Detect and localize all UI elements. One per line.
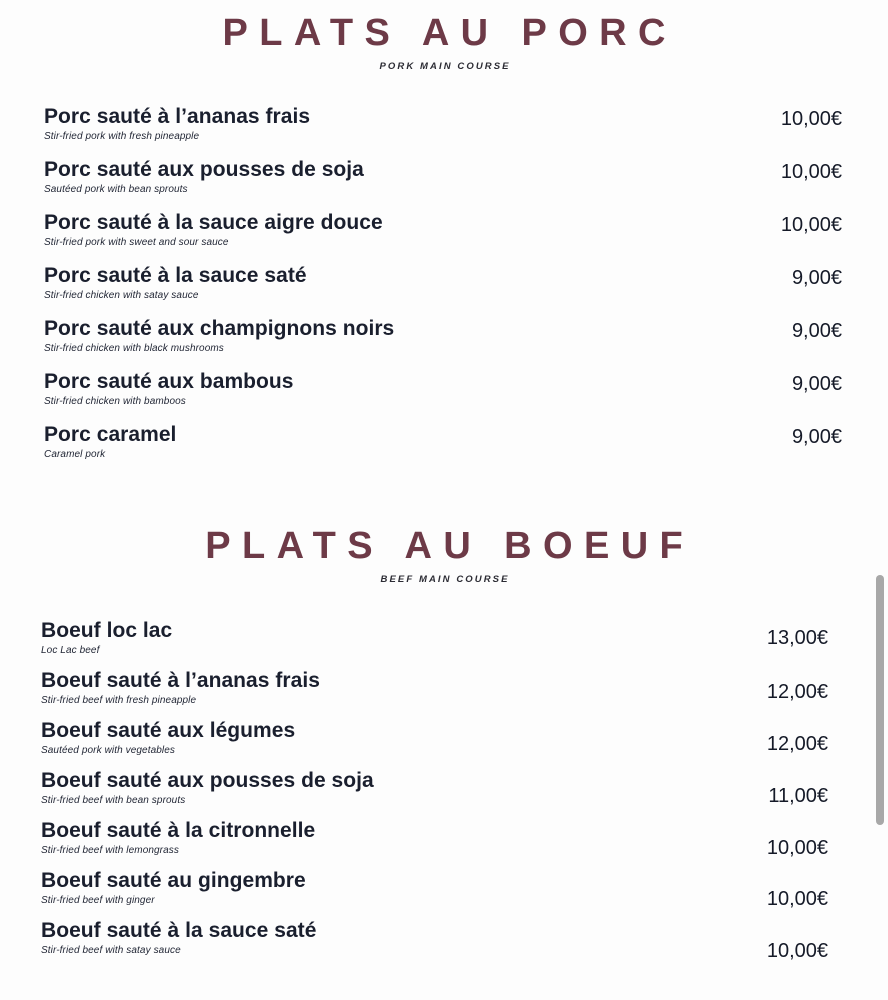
menu-item-text <box>44 423 176 461</box>
menu-item-description: Stir-fried chicken with black mushrooms <box>44 342 224 354</box>
menu-item-description: Stir-fried beef with fresh pineapple <box>41 694 197 706</box>
menu-item-price: 10,00€ <box>780 108 842 130</box>
menu-item-price: 12,00€ <box>766 681 828 703</box>
menu-item[interactable] <box>41 919 828 969</box>
menu-item-text <box>44 105 310 143</box>
menu-item-description: Stir-fried chicken with bamboos <box>44 395 186 407</box>
menu-item-text <box>41 619 172 657</box>
menu-item-price: 11,00€ <box>768 785 828 807</box>
menu-section-pork <box>0 14 888 476</box>
menu-item-description: Sautéed pork with vegetables <box>41 744 175 756</box>
menu-item-price: 10,00€ <box>780 161 842 183</box>
menu-item-text <box>44 264 307 302</box>
menu-item-text <box>41 819 315 857</box>
menu-item-price: 9,00€ <box>791 267 842 289</box>
scrollbar-thumb[interactable] <box>876 575 884 825</box>
menu-item-price: 9,00€ <box>791 426 842 448</box>
menu-item-name: Porc sauté aux champignons noirs <box>44 317 395 340</box>
menu-item[interactable] <box>44 158 842 211</box>
menu-item-price: 10,00€ <box>766 940 828 962</box>
menu-item-description: Stir-fried pork with sweet and sour sauce <box>44 236 229 248</box>
menu-item[interactable] <box>41 769 828 819</box>
menu-item[interactable] <box>41 719 828 769</box>
menu-item[interactable] <box>44 317 842 370</box>
menu-item[interactable] <box>41 619 828 669</box>
menu-item-text <box>44 370 294 408</box>
menu-item-text <box>41 919 316 957</box>
menu-item-text <box>44 158 364 196</box>
menu-item-name: Boeuf sauté à la citronnelle <box>41 819 316 842</box>
menu-item-description: Sautéed pork with bean sprouts <box>44 183 188 195</box>
scrollbar-track[interactable] <box>872 0 888 1000</box>
menu-item-price: 13,00€ <box>766 627 828 649</box>
menu-item-description: Stir-fried pork with fresh pineapple <box>44 130 200 142</box>
menu-item-price: 9,00€ <box>791 320 842 342</box>
menu-item-name: Porc sauté aux pousses de soja <box>44 158 364 181</box>
menu-item-price: 9,00€ <box>791 373 842 395</box>
menu-item-name: Boeuf sauté aux pousses de soja <box>41 769 374 792</box>
menu-item-description: Stir-fried chicken with satay sauce <box>44 289 199 301</box>
menu-item[interactable] <box>44 264 842 317</box>
section-subtitle-pork: PORK MAIN COURSE <box>379 61 511 72</box>
menu-item-name: Boeuf loc lac <box>41 619 173 642</box>
section-subtitle-beef: BEEF MAIN COURSE <box>380 574 510 585</box>
menu-item-name: Boeuf sauté à la sauce saté <box>41 919 317 942</box>
menu-item-description: Stir-fried beef with lemongrass <box>41 844 179 856</box>
menu-item-text <box>41 869 306 907</box>
menu-item[interactable] <box>44 370 842 423</box>
menu-item-description: Stir-fried beef with satay sauce <box>41 944 181 956</box>
menu-item[interactable] <box>41 869 828 919</box>
menu-item-name: Porc sauté aux bambous <box>44 370 294 393</box>
menu-item-name: Porc sauté à la sauce aigre douce <box>44 211 383 234</box>
menu-item-text <box>41 669 320 707</box>
menu-item[interactable] <box>41 669 828 719</box>
section-header-beef <box>0 527 888 585</box>
menu-list-pork <box>0 105 888 476</box>
section-title-pork: PLATS AU PORC <box>222 12 677 54</box>
menu-item-text <box>44 317 394 355</box>
menu-item-description: Loc Lac beef <box>41 644 100 656</box>
menu-item-name: Porc caramel <box>44 423 177 446</box>
menu-item[interactable] <box>41 819 828 869</box>
menu-item-price: 10,00€ <box>780 214 842 236</box>
menu-item[interactable] <box>44 105 842 158</box>
menu-item[interactable] <box>44 423 842 476</box>
menu-item-name: Porc sauté à l’ananas frais <box>44 105 311 128</box>
menu-item-name: Boeuf sauté à l’ananas frais <box>41 669 320 692</box>
section-header-pork <box>0 14 888 72</box>
menu-item-description: Stir-fried beef with ginger <box>41 894 155 906</box>
menu-item-price: 10,00€ <box>766 837 828 859</box>
menu-section-beef <box>0 527 888 969</box>
menu-item-description: Stir-fried beef with bean sprouts <box>41 794 186 806</box>
menu-list-beef <box>0 619 888 969</box>
section-title-beef: PLATS AU BOEUF <box>205 525 695 567</box>
menu-item-price: 12,00€ <box>766 733 828 755</box>
menu-item-name: Porc sauté à la sauce saté <box>44 264 307 287</box>
menu-item-description: Caramel pork <box>44 448 106 460</box>
menu-item-text <box>44 211 383 249</box>
menu-item-text <box>41 769 374 807</box>
menu-item-name: Boeuf sauté aux légumes <box>41 719 296 742</box>
menu-item-price: 10,00€ <box>766 888 828 910</box>
menu-item-text <box>41 719 295 757</box>
menu-item-name: Boeuf sauté au gingembre <box>41 869 306 892</box>
menu-item[interactable] <box>44 211 842 264</box>
